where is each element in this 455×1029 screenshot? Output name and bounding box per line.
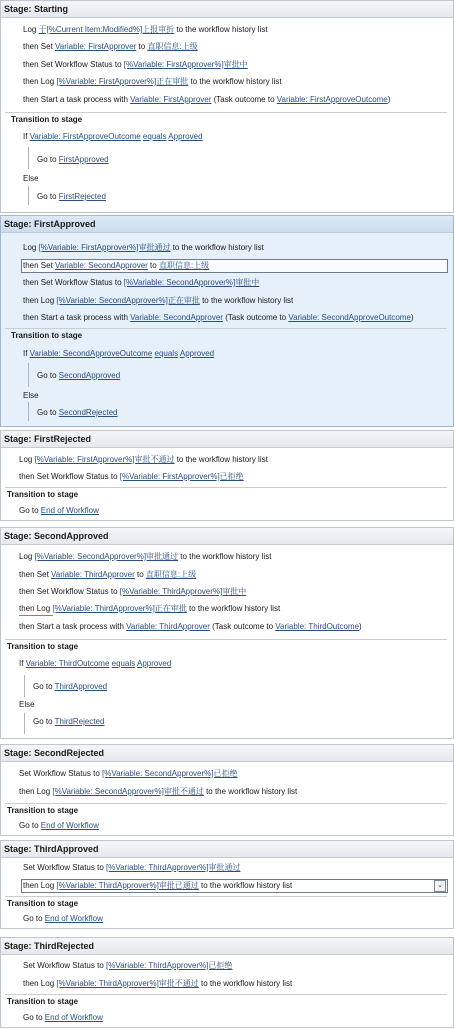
static-text: (Task outcome to xyxy=(211,95,277,104)
static-text: Go to xyxy=(37,192,59,201)
else-label: Else xyxy=(23,391,39,400)
field-link[interactable]: [%Variable: FirstApprover%]已拒绝 xyxy=(119,472,244,481)
action-line xyxy=(19,768,237,780)
static-text: to the workflow history list xyxy=(174,25,268,34)
action-line xyxy=(23,41,198,53)
static-text: then Set xyxy=(23,261,56,270)
condition-line xyxy=(23,131,203,143)
stage-box xyxy=(0,0,454,213)
divider xyxy=(5,803,447,804)
static-text: Go to xyxy=(23,1013,45,1022)
action-line xyxy=(23,242,264,254)
stage-title[interactable]: Stage: SecondApproved xyxy=(1,528,453,545)
action-line xyxy=(19,551,271,563)
action-line xyxy=(19,786,297,798)
field-link[interactable]: End of Workflow xyxy=(44,1013,103,1022)
transition-label: Transition to stage xyxy=(11,115,83,124)
goto-line xyxy=(37,191,106,203)
field-link[interactable]: [%Variable: SecondApprover%]审批中 xyxy=(123,278,260,287)
transition-label: Transition to stage xyxy=(7,490,79,499)
transition-label: Transition to stage xyxy=(7,806,79,815)
goto-line xyxy=(37,407,118,419)
action-line xyxy=(23,312,414,324)
field-link[interactable]: FirstRejected xyxy=(58,192,106,201)
field-link[interactable]: [%Variable: ThirdApprover%]审批中 xyxy=(119,587,247,596)
static-text: Set Workflow Status to xyxy=(19,769,102,778)
static-text: then Log xyxy=(23,979,57,988)
branch-bar xyxy=(28,186,29,205)
field-link[interactable]: equals xyxy=(154,349,179,358)
field-link[interactable]: Variable: SecondApproveOutcome xyxy=(288,313,411,322)
static-text: Log xyxy=(19,455,35,464)
static-text: then Start a task process with xyxy=(19,622,127,631)
field-link[interactable]: End of Workflow xyxy=(40,821,99,830)
action-line xyxy=(19,471,244,483)
static-text: then Log xyxy=(23,881,57,890)
action-line xyxy=(19,603,280,615)
action-line xyxy=(19,454,268,466)
static-text: ) xyxy=(359,622,362,631)
field-link[interactable]: [%Variable: ThirdApprover%]正在审批 xyxy=(52,604,187,613)
static-text: to the workflow history list xyxy=(198,881,293,890)
field-link[interactable]: Variable: ThirdOutcome xyxy=(275,622,360,631)
selection-underline xyxy=(19,615,53,616)
else-label: Else xyxy=(19,700,35,709)
field-link[interactable]: ThirdApproved xyxy=(54,682,108,691)
stage-title[interactable]: Stage: Starting xyxy=(1,1,453,18)
static-text: Go to xyxy=(37,155,59,164)
transition-label: Transition to stage xyxy=(7,642,79,651)
stage-box xyxy=(0,527,454,739)
goto-line xyxy=(19,505,99,517)
action-line xyxy=(23,76,282,88)
static-text: then Start a task process with xyxy=(23,95,131,104)
static-text: Set Workflow Status to xyxy=(23,863,106,872)
goto-line xyxy=(37,154,109,166)
field-link[interactable]: 直职信息:上级 xyxy=(147,42,198,51)
else-label: Else xyxy=(23,174,39,183)
field-link[interactable]: [%Variable: SecondApprover%]已拒绝 xyxy=(102,769,238,778)
action-line xyxy=(23,862,240,874)
static-text: Set Workflow Status to xyxy=(23,961,106,970)
static-text: then Set xyxy=(23,42,56,51)
field-link[interactable]: equals xyxy=(142,132,167,141)
field-link[interactable]: [%Variable: ThirdApprover%]审批不通过 xyxy=(56,979,199,988)
static-text: then Start a task process with xyxy=(23,313,131,322)
field-link[interactable]: SecondRejected xyxy=(58,408,118,417)
static-text: then Set Workflow Status to xyxy=(19,587,120,596)
field-link[interactable]: Approved xyxy=(137,659,172,668)
static-text: then Set Workflow Status to xyxy=(19,472,120,481)
static-text: Go to xyxy=(19,506,41,515)
goto-line xyxy=(33,716,104,728)
stage-title[interactable]: Stage: ThirdApproved xyxy=(1,841,453,858)
transition-label: Transition to stage xyxy=(7,899,79,908)
static-text: then Log xyxy=(19,787,53,796)
field-link[interactable]: Variable: SecondApprover xyxy=(55,261,148,270)
goto-line xyxy=(23,1012,103,1024)
condition-line xyxy=(19,658,171,670)
branch-bar xyxy=(28,363,29,387)
static-text: to the workflow history list xyxy=(198,979,293,988)
action-line xyxy=(23,880,292,892)
goto-line xyxy=(23,913,103,925)
action-line xyxy=(19,586,246,598)
divider xyxy=(5,639,447,640)
field-link[interactable]: Variable: SecondApprover xyxy=(130,313,223,322)
field-link[interactable]: End of Workflow xyxy=(44,914,103,923)
field-link[interactable]: [%Variable: FirstApprover%]审批不通过 xyxy=(34,455,175,464)
field-link[interactable]: [%Variable: SecondApprover%]正在审批 xyxy=(56,296,200,305)
stage-title[interactable]: Stage: SecondRejected xyxy=(1,745,453,762)
static-text: to xyxy=(147,261,159,270)
field-link[interactable]: equals xyxy=(111,659,136,668)
stage-title[interactable]: Stage: FirstRejected xyxy=(1,431,453,448)
static-text: then Set xyxy=(19,570,52,579)
action-line xyxy=(23,277,259,289)
field-link[interactable]: 直职信息:上级 xyxy=(145,570,197,579)
static-text: then Log xyxy=(23,77,57,86)
stage-title[interactable]: Stage: ThirdRejected xyxy=(1,938,453,955)
static-text: to the workflow history list xyxy=(170,243,264,252)
stage-box xyxy=(0,215,454,427)
field-link[interactable]: ThirdRejected xyxy=(54,717,105,726)
field-link[interactable]: FirstApproved xyxy=(58,155,109,164)
action-line xyxy=(23,960,232,972)
branch-bar xyxy=(28,402,29,421)
static-text: If xyxy=(23,132,30,141)
static-text: to xyxy=(134,570,146,579)
static-text: then Set Workflow Status to xyxy=(23,60,124,69)
action-line xyxy=(23,295,293,307)
field-link[interactable]: [%Variable: FirstApprover%]审批中 xyxy=(123,60,248,69)
static-text: to the workflow history list xyxy=(188,77,282,86)
static-text: to the workflow history list xyxy=(178,552,272,561)
static-text: to the workflow history list xyxy=(203,787,298,796)
static-text: then Set Workflow Status to xyxy=(23,278,124,287)
field-link[interactable]: Variable: ThirdApprover xyxy=(126,622,210,631)
static-text: If xyxy=(19,659,26,668)
field-link[interactable]: [%Variable: ThirdApprover%]审批已通过 xyxy=(56,881,199,890)
static-text: (Task outcome to xyxy=(209,622,276,631)
divider xyxy=(5,487,447,488)
transition-label: Transition to stage xyxy=(7,997,79,1006)
action-line xyxy=(23,94,390,106)
divider xyxy=(5,896,447,897)
field-link[interactable]: 于[%Current Item:Modified%]上报审折 xyxy=(38,25,175,34)
static-text: Log xyxy=(23,25,39,34)
branch-bar xyxy=(24,675,25,697)
static-text: ) xyxy=(410,313,414,322)
field-link[interactable]: End of Workflow xyxy=(40,506,99,515)
action-line xyxy=(23,978,292,990)
branch-bar xyxy=(28,147,29,169)
field-link[interactable]: 直职信息:上级 xyxy=(158,261,210,270)
stage-title[interactable]: Stage: FirstApproved xyxy=(1,216,453,233)
static-text: Log xyxy=(19,552,35,561)
action-line xyxy=(23,59,248,71)
field-link[interactable]: Approved xyxy=(168,132,203,141)
static-text: to the workflow history list xyxy=(186,604,281,613)
static-text: Log xyxy=(23,243,39,252)
field-link[interactable]: [%Variable: ThirdApprover%]审批通过 xyxy=(106,863,241,872)
branch-bar xyxy=(24,713,25,734)
divider xyxy=(5,112,447,113)
field-link[interactable]: Approved xyxy=(179,349,215,358)
action-line xyxy=(19,621,362,633)
static-text: Go to xyxy=(37,371,59,380)
static-text: Go to xyxy=(33,717,55,726)
transition-label: Transition to stage xyxy=(11,331,83,340)
action-line xyxy=(23,260,209,272)
divider xyxy=(5,328,447,329)
field-link[interactable]: Variable: ThirdOutcome xyxy=(25,659,110,668)
static-text: to the workflow history list xyxy=(199,296,294,305)
stage-box xyxy=(0,430,454,521)
static-text: If xyxy=(23,349,30,358)
field-link[interactable]: Variable: SecondApproveOutcome xyxy=(29,349,153,358)
field-link[interactable]: [%Variable: FirstApprover%]审批通过 xyxy=(38,243,171,252)
field-link[interactable]: [%Variable: SecondApprover%]审批通过 xyxy=(34,552,179,561)
field-link[interactable]: [%Variable: ThirdApprover%]已拒绝 xyxy=(106,961,233,970)
static-text: Go to xyxy=(19,821,41,830)
field-link[interactable]: [%Variable: FirstApprover%]正在审批 xyxy=(56,77,189,86)
field-link[interactable]: Variable: FirstApproveOutcome xyxy=(276,95,388,104)
field-link[interactable]: SecondApproved xyxy=(58,371,121,380)
goto-line xyxy=(37,370,120,382)
static-text: to the workflow history list xyxy=(174,455,268,464)
field-link[interactable]: Variable: FirstApprover xyxy=(55,42,137,51)
condition-line xyxy=(23,348,214,360)
static-text: Go to xyxy=(37,408,59,417)
static-text: Go to xyxy=(23,914,45,923)
static-text: ) xyxy=(387,95,391,104)
field-link[interactable]: Variable: ThirdApprover xyxy=(51,570,135,579)
static-text: then Log xyxy=(19,604,53,613)
action-line xyxy=(19,569,196,581)
static-text: Go to xyxy=(33,682,55,691)
goto-line xyxy=(19,820,99,832)
stage-box xyxy=(0,744,454,836)
static-text: then Log xyxy=(23,296,57,305)
divider xyxy=(5,994,447,995)
static-text: (Task outcome to xyxy=(222,313,289,322)
stage-box xyxy=(0,840,454,929)
field-link[interactable]: [%Variable: SecondApprover%]审批不通过 xyxy=(52,787,204,796)
field-link[interactable]: Variable: FirstApprover xyxy=(130,95,212,104)
action-line xyxy=(23,24,268,36)
stage-box xyxy=(0,937,454,1028)
static-text: to xyxy=(136,42,148,51)
goto-line xyxy=(33,681,107,693)
field-link[interactable]: Variable: FirstApproveOutcome xyxy=(29,132,141,141)
chevron-down-icon[interactable]: ⌄ xyxy=(434,880,446,892)
